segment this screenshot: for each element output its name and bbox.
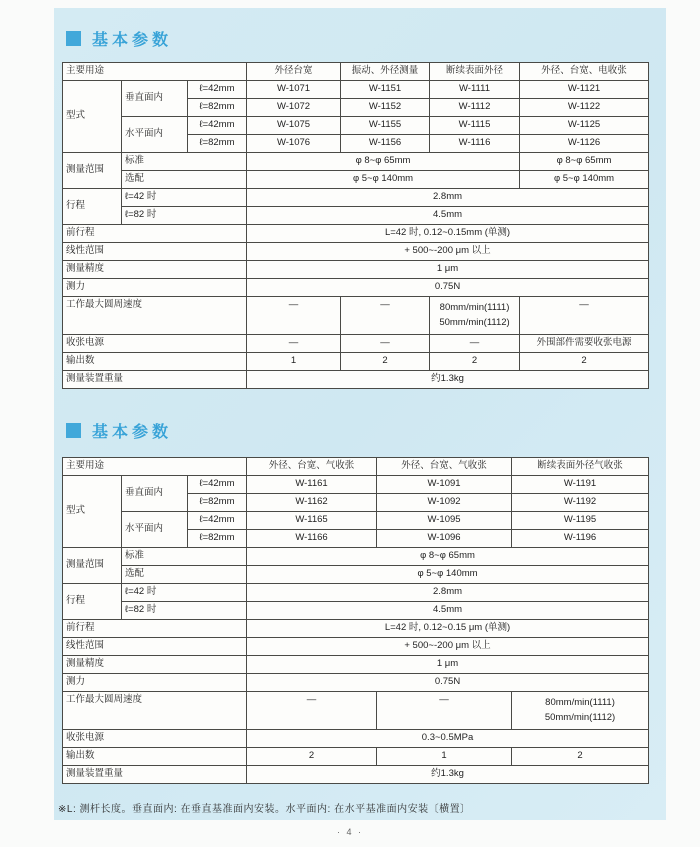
cell-stroke42-value: 2.8mm: [247, 584, 649, 602]
cell-stroke82-label: ℓ=82 时: [122, 207, 247, 225]
row-linear: [63, 243, 649, 261]
row-accuracy: [63, 656, 649, 674]
table-cell: W-1125: [520, 117, 649, 135]
cell-stroke42-value: 2.8mm: [247, 189, 649, 207]
cell-stroke82-value: 4.5mm: [247, 207, 649, 225]
table-cell: W-1075: [247, 117, 341, 135]
table-cell: 2: [341, 353, 430, 371]
bullet-square-icon: [66, 423, 81, 438]
cell-vertical-label: 垂直面内: [122, 81, 188, 117]
cell-speed-values: [430, 297, 520, 335]
row-usage: [63, 458, 649, 476]
cell-linear-value: + 500~-200 μm 以上: [247, 638, 649, 656]
row-outputs: [63, 353, 649, 371]
table-cell: 2: [247, 748, 377, 766]
table-cell: 2: [430, 353, 520, 371]
table-cell: W-1126: [520, 135, 649, 153]
table-cell: W-1155: [341, 117, 430, 135]
speed-line-1: 80mm/min(1111): [545, 697, 615, 708]
cell-std-label: 标准: [122, 153, 247, 171]
cell-length-label: ℓ=82mm: [188, 530, 247, 548]
cell-air-label: 收张电源: [63, 335, 247, 353]
cell-length-label: ℓ=42mm: [188, 117, 247, 135]
table-cell: W-1112: [430, 99, 520, 117]
cell-length-label: ℓ=82mm: [188, 135, 247, 153]
row-weight: [63, 766, 649, 784]
cell-length-label: ℓ=82mm: [188, 99, 247, 117]
row-model-v42: [63, 81, 649, 99]
row-weight: [63, 371, 649, 389]
table-cell: 外围部件需要收张电源: [520, 335, 649, 353]
table-cell: W-1195: [512, 512, 649, 530]
cell-type-label: 型式: [63, 476, 122, 548]
table-cell: W-1091: [377, 476, 512, 494]
cell-usage-col2: 振动、外径测量: [341, 63, 430, 81]
table-cell: W-1072: [247, 99, 341, 117]
cell-usage-label: 主要用途: [63, 63, 247, 81]
speed-line-1: 80mm/min(1111): [439, 302, 510, 313]
cell-prestroke-value: L=42 时, 0.12~0.15 μm (单测): [247, 620, 649, 638]
row-usage: [63, 63, 649, 81]
cell-accuracy-value: 1 μm: [247, 261, 649, 279]
cell-std-label: 标准: [122, 548, 247, 566]
cell-stroke42-label: ℓ=42 时: [122, 189, 247, 207]
table-cell: W-1156: [341, 135, 430, 153]
row-stroke-82: [63, 207, 649, 225]
spec-table-2: [62, 457, 649, 784]
cell-weight-value: 约1.3kg: [247, 766, 649, 784]
table-cell: 2: [512, 748, 649, 766]
cell-outputs-label: 输出数: [63, 353, 247, 371]
row-stroke-82: [63, 602, 649, 620]
section-heading-text: 基本参数: [92, 424, 173, 441]
cell-stroke42-label: ℓ=42 时: [122, 584, 247, 602]
spec-table-1: [62, 62, 649, 389]
row-prestroke: [63, 620, 649, 638]
cell-opt-label: 选配: [122, 566, 247, 584]
table-cell: 1: [247, 353, 341, 371]
cell-opt-last: φ 5~φ 140mm: [520, 171, 649, 189]
table-cell: 1: [377, 748, 512, 766]
cell-air-value: 0.3~0.5MPa: [247, 730, 649, 748]
cell-accuracy-value: 1 μm: [247, 656, 649, 674]
table-cell: W-1096: [377, 530, 512, 548]
cell-usage-label: 主要用途: [63, 458, 247, 476]
speed-line-2: 50mm/min(1112): [439, 317, 510, 328]
table-cell: —: [520, 297, 649, 335]
cell-linear-value: + 500~-200 μm 以上: [247, 243, 649, 261]
cell-usage-col1: 外径、台宽、气收张: [247, 458, 377, 476]
cell-std-value: φ 8~φ 65mm: [247, 548, 649, 566]
cell-usage-col4: 外径、台宽、电收张: [520, 63, 649, 81]
page-number: · 4 ·: [336, 827, 363, 837]
cell-length-label: ℓ=42mm: [188, 81, 247, 99]
row-stroke-42: [63, 189, 649, 207]
table-cell: W-1115: [430, 117, 520, 135]
table-cell: —: [341, 335, 430, 353]
cell-std-last: φ 8~φ 65mm: [520, 153, 649, 171]
row-model-h42: [63, 117, 649, 135]
table-cell: W-1071: [247, 81, 341, 99]
cell-force-value: 0.75N: [247, 279, 649, 297]
cell-linear-label: 线性范围: [63, 638, 247, 656]
cell-usage-col3: 断续表面外径: [430, 63, 520, 81]
cell-stroke82-value: 4.5mm: [247, 602, 649, 620]
cell-force-label: 测力: [63, 674, 247, 692]
section-heading-text: 基本参数: [92, 32, 173, 49]
table-cell: 2: [520, 353, 649, 371]
table-cell: W-1161: [247, 476, 377, 494]
cell-outputs-label: 输出数: [63, 748, 247, 766]
cell-stroke82-label: ℓ=82 时: [122, 602, 247, 620]
table-cell: W-1116: [430, 135, 520, 153]
bullet-square-icon: [66, 31, 81, 46]
cell-prestroke-value: L=42 时, 0.12~0.15mm (单测): [247, 225, 649, 243]
table-cell: W-1191: [512, 476, 649, 494]
cell-std-value: φ 8~φ 65mm: [247, 153, 520, 171]
cell-range-label: 测量范围: [63, 548, 122, 584]
cell-opt-value: φ 5~φ 140mm: [247, 566, 649, 584]
row-model-v42: [63, 476, 649, 494]
row-force: [63, 674, 649, 692]
table-cell: —: [341, 297, 430, 335]
section-heading-1: [66, 27, 172, 50]
cell-speed-label: 工作最大圆周速度: [63, 692, 247, 730]
table-cell: W-1122: [520, 99, 649, 117]
cell-weight-value: 约1.3kg: [247, 371, 649, 389]
cell-length-label: ℓ=42mm: [188, 512, 247, 530]
cell-weight-label: 测量装置重量: [63, 371, 247, 389]
table-cell: W-1121: [520, 81, 649, 99]
cell-stroke-label: 行程: [63, 189, 122, 225]
cell-force-value: 0.75N: [247, 674, 649, 692]
cell-speed-label: 工作最大圆周速度: [63, 297, 247, 335]
cell-accuracy-label: 测量精度: [63, 656, 247, 674]
table-cell: —: [430, 335, 520, 353]
cell-usage-col2: 外径、台宽、气收张: [377, 458, 512, 476]
cell-air-label: 收张电源: [63, 730, 247, 748]
cell-horizontal-label: 水平面内: [122, 512, 188, 548]
table-cell: W-1151: [341, 81, 430, 99]
table-cell: W-1092: [377, 494, 512, 512]
table-cell: W-1152: [341, 99, 430, 117]
cell-linear-label: 线性范围: [63, 243, 247, 261]
table-cell: —: [247, 692, 377, 730]
cell-force-label: 测力: [63, 279, 247, 297]
row-speed: [63, 692, 649, 730]
speed-line-2: 50mm/min(1112): [544, 712, 616, 723]
table-cell: —: [247, 297, 341, 335]
table-cell: —: [247, 335, 341, 353]
cell-type-label: 型式: [63, 81, 122, 153]
table-cell: W-1196: [512, 530, 649, 548]
row-stroke-42: [63, 584, 649, 602]
row-range-std: [63, 153, 649, 171]
cell-stroke-label: 行程: [63, 584, 122, 620]
cell-length-label: ℓ=42mm: [188, 476, 247, 494]
cell-prestroke-label: 前行程: [63, 225, 247, 243]
cell-usage-col1: 外径台宽: [247, 63, 341, 81]
row-range-opt: [63, 566, 649, 584]
section-heading-2: [66, 419, 172, 442]
table-cell: W-1165: [247, 512, 377, 530]
table-cell: W-1166: [247, 530, 377, 548]
row-force: [63, 279, 649, 297]
row-air: [63, 730, 649, 748]
row-model-h42: [63, 512, 649, 530]
row-air: [63, 335, 649, 353]
table-cell: W-1192: [512, 494, 649, 512]
cell-usage-col3: 断续表面外径气收张: [512, 458, 649, 476]
cell-horizontal-label: 水平面内: [122, 117, 188, 153]
table-cell: W-1095: [377, 512, 512, 530]
cell-speed-values: [512, 692, 649, 730]
cell-opt-label: 选配: [122, 171, 247, 189]
table-cell: W-1076: [247, 135, 341, 153]
cell-range-label: 测量范围: [63, 153, 122, 189]
row-accuracy: [63, 261, 649, 279]
cell-length-label: ℓ=82mm: [188, 494, 247, 512]
row-range-opt: [63, 171, 649, 189]
row-range-std: [63, 548, 649, 566]
cell-opt-value: φ 5~φ 140mm: [247, 171, 520, 189]
cell-weight-label: 测量装置重量: [63, 766, 247, 784]
table-cell: W-1162: [247, 494, 377, 512]
row-prestroke: [63, 225, 649, 243]
cell-vertical-label: 垂直面内: [122, 476, 188, 512]
footnote: ※L: 测杆长度。垂直面内: 在垂直基准面内安装。水平面内: 在水平基准面内安装〔横置〕: [58, 804, 471, 815]
cell-prestroke-label: 前行程: [63, 620, 247, 638]
cell-accuracy-label: 测量精度: [63, 261, 247, 279]
table-cell: —: [377, 692, 512, 730]
table-cell: W-1111: [430, 81, 520, 99]
row-outputs: [63, 748, 649, 766]
row-linear: [63, 638, 649, 656]
row-speed: [63, 297, 649, 335]
